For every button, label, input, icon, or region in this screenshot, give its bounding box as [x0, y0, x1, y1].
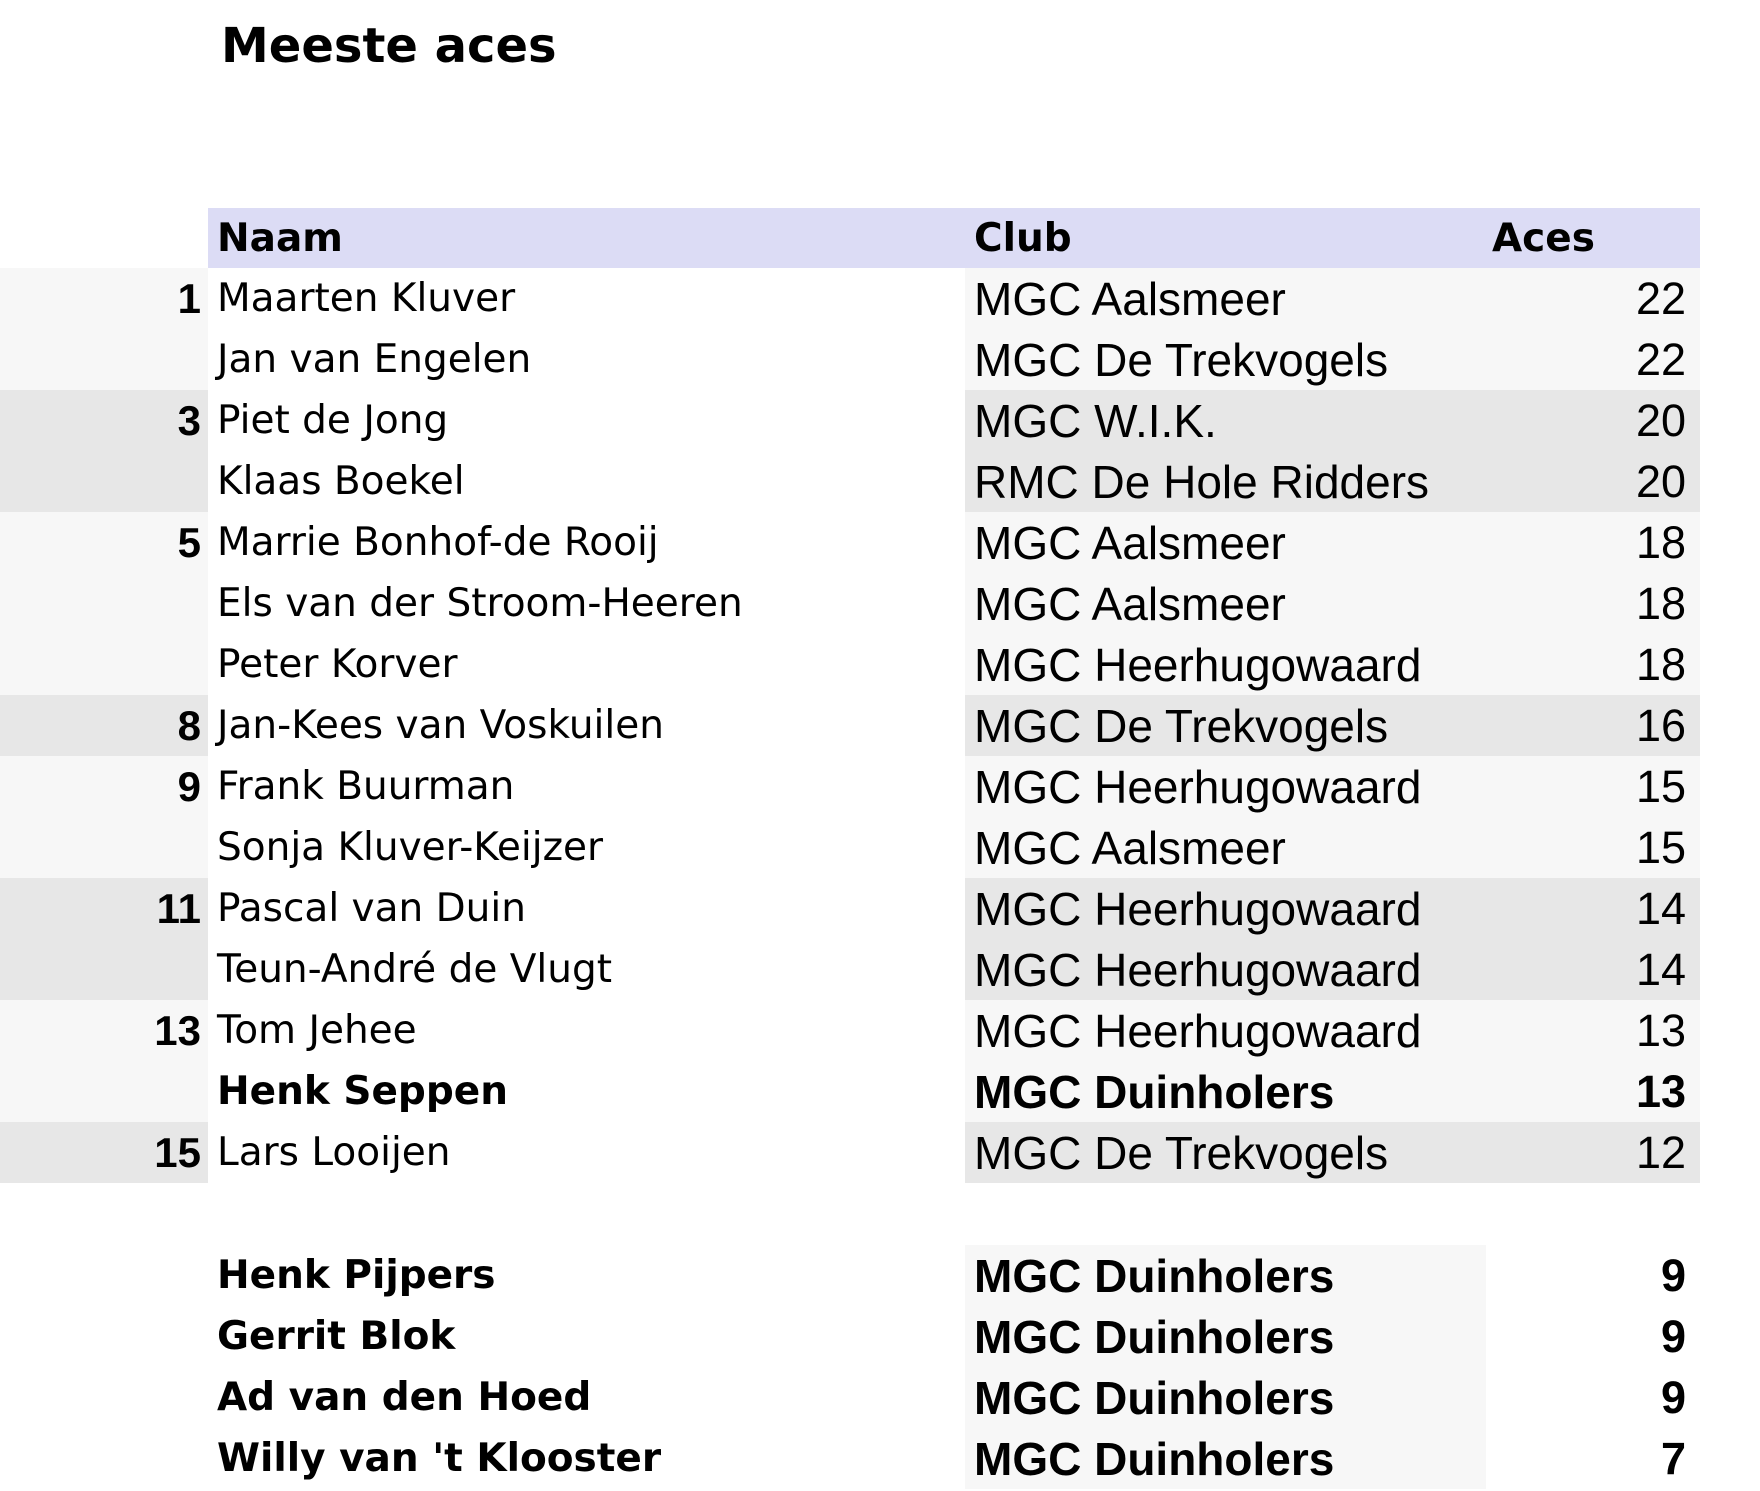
- name-cell: Lars Looijen: [208, 1122, 965, 1183]
- aces-cell: 13: [1635, 1004, 1686, 1056]
- club-cell: RMC De Hole Ridders: [974, 455, 1430, 508]
- rank-cell: [0, 1061, 207, 1122]
- name-cell: Teun-André de Vlugt: [208, 939, 965, 1000]
- table-body: [0, 268, 1700, 1183]
- rank-cell: [0, 939, 207, 1000]
- aces-cell: 9: [1660, 1371, 1686, 1423]
- column-header-club: Club: [974, 215, 1072, 261]
- rank-cell: 9: [177, 762, 201, 810]
- table-row: [0, 1061, 1700, 1122]
- table-row: [0, 512, 1700, 573]
- club-cell: MGC Aalsmeer: [974, 272, 1286, 325]
- aces-cell: 22: [1635, 333, 1686, 385]
- table-row: [0, 573, 1700, 634]
- table-row: [0, 878, 1700, 939]
- rank-cell: 3: [177, 396, 201, 444]
- aces-cell: 18: [1635, 577, 1686, 629]
- rank-cell: 15: [154, 1128, 201, 1176]
- aces-cell: 13: [1635, 1065, 1686, 1117]
- ranking-table: [0, 208, 1700, 1183]
- club-cell: MGC De Trekvogels: [974, 1126, 1389, 1179]
- rank-cell: 8: [177, 701, 201, 749]
- name-cell: Willy van 't Klooster: [217, 1436, 662, 1481]
- column-header-aces: Aces: [1492, 215, 1595, 261]
- name-cell: Els van der Stroom-Heeren: [208, 573, 965, 634]
- name-cell: Piet de Jong: [208, 390, 965, 451]
- aces-cell: 16: [1635, 699, 1686, 751]
- club-cell: MGC Duinholers: [965, 1245, 1486, 1306]
- club-cell: MGC Duinholers: [965, 1428, 1486, 1489]
- name-cell: Ad van den Hoed: [217, 1375, 592, 1420]
- aces-cell: 18: [1635, 638, 1686, 690]
- club-cell: MGC Aalsmeer: [974, 516, 1286, 569]
- club-cell: MGC Heerhugowaard: [974, 943, 1422, 996]
- table-row: [0, 1245, 1700, 1306]
- rank-cell: [0, 329, 207, 390]
- club-cell: MGC Heerhugowaard: [974, 1004, 1422, 1057]
- rank-cell: 13: [154, 1006, 201, 1054]
- rank-cell: 5: [177, 518, 201, 566]
- club-cell: MGC Heerhugowaard: [974, 638, 1422, 691]
- table-row: [0, 390, 1700, 451]
- aces-cell: 18: [1635, 516, 1686, 568]
- club-cell: MGC De Trekvogels: [974, 699, 1389, 752]
- rank-cell: 11: [156, 884, 201, 932]
- club-cell: MGC Heerhugowaard: [974, 882, 1422, 935]
- name-cell: Pascal van Duin: [208, 878, 965, 939]
- aces-cell: 15: [1635, 760, 1686, 812]
- name-cell: Klaas Boekel: [208, 451, 965, 512]
- table-row: [0, 939, 1700, 1000]
- aces-cell: 14: [1635, 882, 1686, 934]
- extra-table: [0, 1245, 1700, 1489]
- rank-cell: [0, 573, 207, 634]
- rank-cell: [0, 634, 207, 695]
- table-row: [0, 1306, 1700, 1367]
- aces-cell: 7: [1660, 1432, 1686, 1484]
- page-title: Meeste aces: [221, 18, 557, 74]
- club-cell: MGC Aalsmeer: [974, 821, 1286, 874]
- aces-cell: 9: [1660, 1249, 1686, 1301]
- table-row: [0, 1122, 1700, 1183]
- name-cell: Maarten Kluver: [208, 268, 965, 329]
- name-cell: Tom Jehee: [208, 1000, 965, 1061]
- rank-cell: [0, 817, 207, 878]
- club-cell: MGC Duinholers: [974, 1065, 1335, 1118]
- aces-cell: 22: [1635, 272, 1686, 324]
- club-cell: MGC W.I.K.: [974, 394, 1217, 447]
- aces-cell: 20: [1635, 394, 1686, 446]
- club-cell: MGC De Trekvogels: [974, 333, 1389, 386]
- table-row: [0, 756, 1700, 817]
- name-cell: Frank Buurman: [208, 756, 965, 817]
- club-cell: MGC Aalsmeer: [974, 577, 1286, 630]
- table-header: [0, 208, 1700, 268]
- aces-cell: 14: [1635, 943, 1686, 995]
- table-row: [0, 329, 1700, 390]
- name-cell: Sonja Kluver-Keijzer: [208, 817, 965, 878]
- table-row: [0, 695, 1700, 756]
- table-row: [0, 634, 1700, 695]
- name-cell: Gerrit Blok: [217, 1314, 456, 1359]
- rank-cell: 1: [177, 274, 201, 322]
- name-cell: Henk Seppen: [208, 1061, 965, 1122]
- name-cell: Henk Pijpers: [217, 1253, 496, 1298]
- aces-cell: 12: [1635, 1126, 1686, 1178]
- column-header-name: Naam: [217, 215, 343, 261]
- club-cell: MGC Duinholers: [965, 1367, 1486, 1428]
- club-cell: MGC Duinholers: [965, 1306, 1486, 1367]
- aces-cell: 15: [1635, 821, 1686, 873]
- table-row: [0, 1000, 1700, 1061]
- table-row: [0, 817, 1700, 878]
- table-row: [0, 451, 1700, 512]
- table-row: [0, 1367, 1700, 1428]
- name-cell: Jan van Engelen: [208, 329, 965, 390]
- aces-cell: 9: [1660, 1310, 1686, 1362]
- club-cell: MGC Heerhugowaard: [974, 760, 1422, 813]
- table-row: [0, 1428, 1700, 1489]
- table-row: [0, 268, 1700, 329]
- aces-cell: 20: [1635, 455, 1686, 507]
- rank-cell: [0, 451, 207, 512]
- name-cell: Marrie Bonhof-de Rooij: [208, 512, 965, 573]
- name-cell: Peter Korver: [208, 634, 965, 695]
- name-cell: Jan-Kees van Voskuilen: [208, 695, 965, 756]
